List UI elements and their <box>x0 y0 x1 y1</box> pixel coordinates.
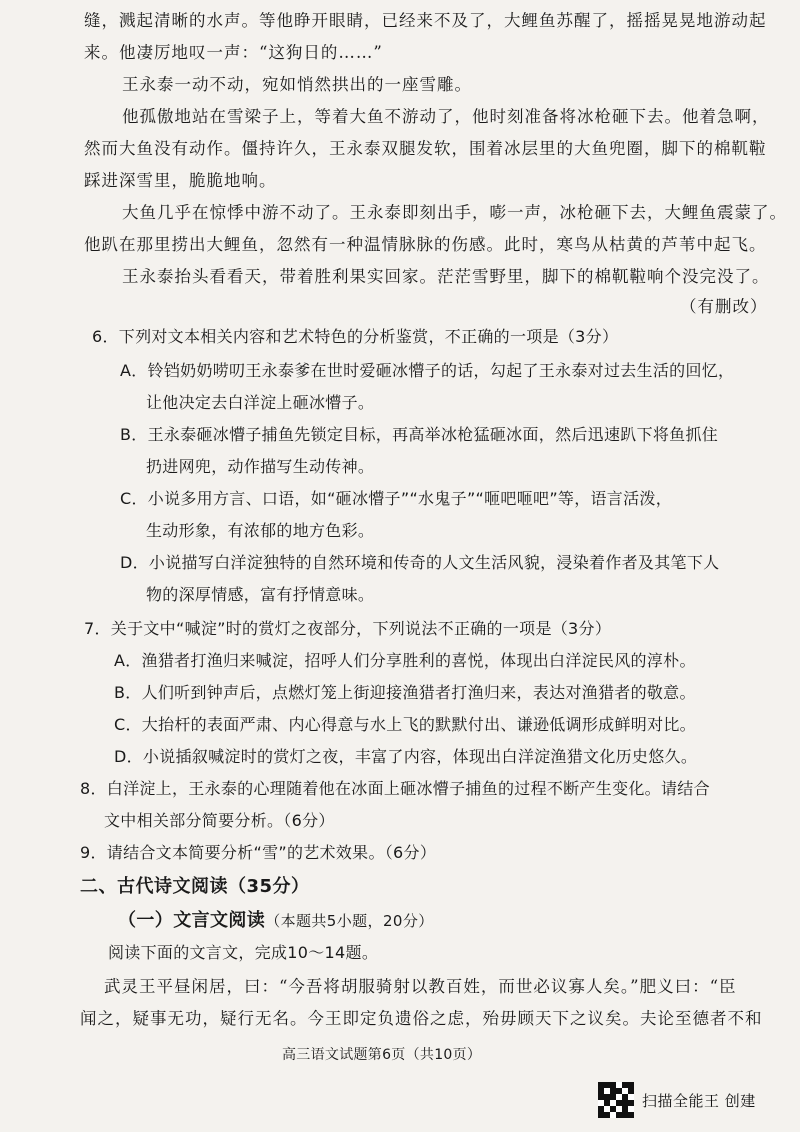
qr-code-icon <box>598 1082 634 1118</box>
q6-option-d-line1: D．小说描写白洋淀独特的自然环境和传奇的人文生活风貌，浸染着作者及其笔下人 <box>120 553 720 572</box>
q8-line2: 文中相关部分简要分析。（6分） <box>104 811 335 830</box>
q6-option-c-line1: C．小说多用方言、口语，如“砸冰懵子”“水鬼子”“咂吧咂吧”等，语言活泼， <box>120 489 673 508</box>
passage-line-5: 然而大鱼没有动作。僵持许久，王永泰双腿发软，围着冰层里的大鱼兜圈，脚下的棉靰鞡 <box>84 139 767 158</box>
passage-line-6: 踩进深雪里，脆脆地响。 <box>84 171 277 190</box>
passage-line-3: 王永泰一动不动，宛如悄然拱出的一座雪雕。 <box>122 75 472 94</box>
passage-line-1: 缝，溅起清晰的水声。等他睁开眼睛，已经来不及了，大鲤鱼苏醒了，摇摇晃晃地游动起 <box>84 11 767 30</box>
passage-line-8: 他趴在那里捞出大鲤鱼，忽然有一种温情脉脉的伤感。此时，寒鸟从枯黄的芦苇中起飞。 <box>84 235 767 254</box>
subsection-1-main: （一）文言文阅读 <box>118 910 266 931</box>
passage-line-7: 大鱼几乎在惊悸中游不动了。王永泰即刻出手，嘭一声，冰枪砸下去，大鲤鱼震蒙了。 <box>122 203 787 222</box>
subsection-1-title <box>118 910 434 932</box>
q6-option-b-line1: B．王永泰砸冰懵子捕鱼先锁定目标，再高举冰枪猛砸冰面，然后迅速趴下将鱼抓住 <box>120 425 719 444</box>
q6-option-a-line1: A．铃铛奶奶唠叨王永泰爹在世时爱砸冰懵子的话，勾起了王永泰对过去生活的回忆， <box>120 361 735 380</box>
q7-option-c: C．大抬杆的表面严肃、内心得意与水上飞的默默付出、谦逊低调形成鲜明对比。 <box>114 715 696 734</box>
q8-line1: 8．白洋淀上，王永泰的心理随着他在冰面上砸冰懵子捕鱼的过程不断产生变化。请结合 <box>80 779 710 798</box>
classical-line-1: 武灵王平昼闲居，曰：“今吾将胡服骑射以教百姓，而世必议寡人矣。”肥义曰：“臣 <box>104 977 737 996</box>
q7-option-d: D．小说插叙喊淀时的赏灯之夜，丰富了内容，体现出白洋淀渔猎文化历史悠久。 <box>114 747 698 766</box>
scan-badge <box>598 1082 756 1118</box>
q6-option-a-line2: 让他决定去白洋淀上砸冰懵子。 <box>146 393 375 412</box>
passage-line-2: 来。他凄厉地叹一声：“这狗日的……” <box>84 43 383 62</box>
scan-badge-text: 扫描全能王 创建 <box>642 1091 756 1110</box>
q6-option-d-line2: 物的深厚情感，富有抒情意味。 <box>146 585 375 604</box>
section-2-title: 二、古代诗文阅读（35分） <box>80 876 310 897</box>
passage-edit-note: （有删改） <box>680 297 768 316</box>
classical-line-2: 闻之，疑事无功，疑行无名。今王即定负遗俗之虑，殆毋顾天下之议矣。夫论至德者不和 <box>80 1009 763 1028</box>
q6-stem: 6．下列对文本相关内容和艺术特色的分析鉴赏，不正确的一项是（3分） <box>92 327 619 346</box>
classical-instruction: 阅读下面的文言文，完成10～14题。 <box>108 943 379 962</box>
passage-line-4: 他孤傲地站在雪梁子上，等着大鱼不游动了，他时刻准备将冰枪砸下去。他着急啊， <box>122 107 770 126</box>
q7-stem: 7．关于文中“喊淀”时的赏灯之夜部分，下列说法不正确的一项是（3分） <box>84 619 612 638</box>
q7-option-a: A．渔猎者打渔归来喊淀，招呼人们分享胜利的喜悦，体现出白洋淀民风的淳朴。 <box>114 651 696 670</box>
q9-line1: 9．请结合文本简要分析“雪”的艺术效果。（6分） <box>80 843 437 862</box>
page-footer: 高三语文试题第6页（共10页） <box>282 1047 482 1063</box>
subsection-1-note: （本题共5小题，20分） <box>265 912 434 930</box>
q7-option-b: B．人们听到钟声后，点燃灯笼上街迎接渔猎者打渔归来，表达对渔猎者的敬意。 <box>114 683 696 702</box>
q6-option-b-line2: 扔进网兜，动作描写生动传神。 <box>146 457 375 476</box>
q6-option-c-line2: 生动形象，有浓郁的地方色彩。 <box>146 521 375 540</box>
passage-line-9: 王永泰抬头看看天，带着胜利果实回家。茫茫雪野里，脚下的棉靰鞡响个没完没了。 <box>122 267 770 286</box>
